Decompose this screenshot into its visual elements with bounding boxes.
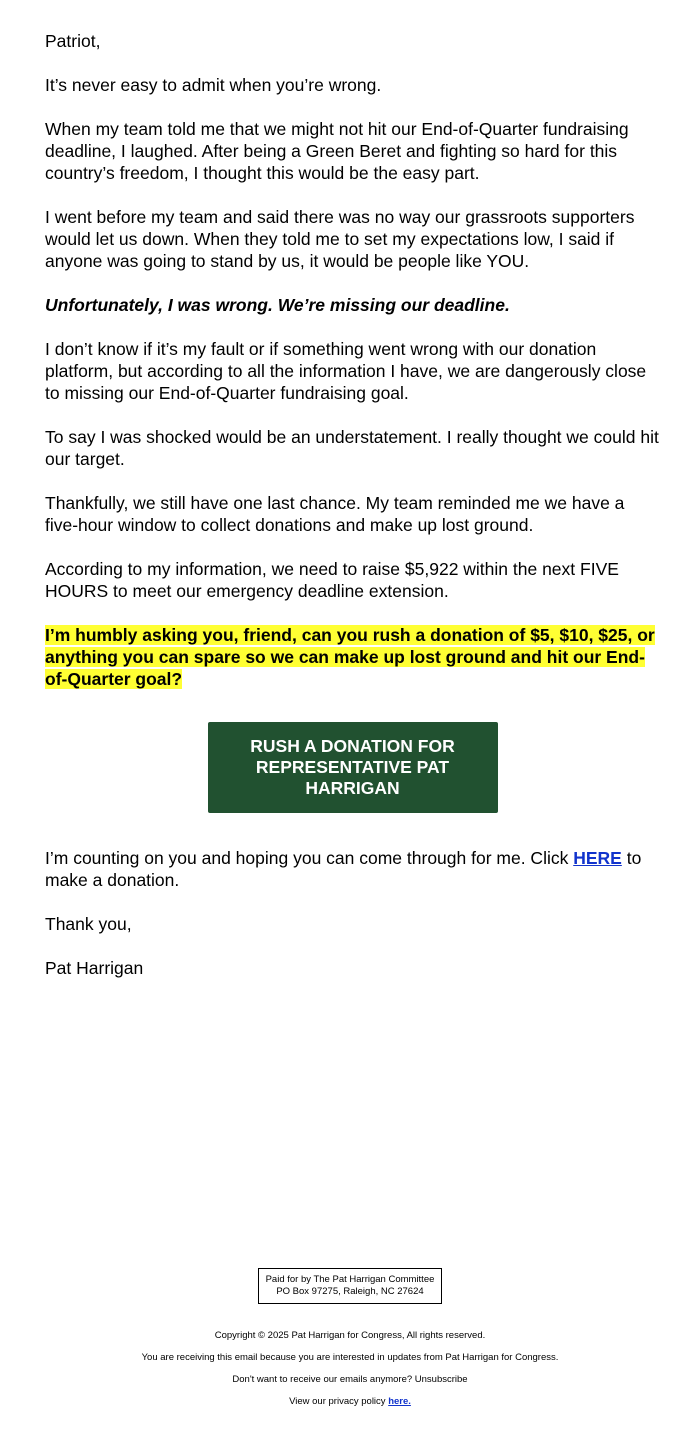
privacy-policy-link[interactable]: here. xyxy=(388,1396,411,1407)
signature: Pat Harrigan xyxy=(45,958,144,978)
subscription-reason-line: You are receiving this email because you are interested in updates from Pat Harrigan for Congress. xyxy=(141,1352,559,1363)
paragraph-5: I don’t know if it’s my fault or if something went wrong with our donation platform, but according to all the information I have, we are dangerously close to missing our End-of-Quarter fundraising goal. xyxy=(45,339,647,403)
greeting: Patriot, xyxy=(45,31,101,51)
paragraph-3: I went before my team and said there was no way our grassroots supporters would let us down. When they told me to set my expectations low, I said if anyone was going to stand by us, it would be people like YOU. xyxy=(45,207,635,271)
email-body xyxy=(45,30,660,1001)
highlighted-ask-text: I’m humbly asking you, friend, can you rush a donation of $5, $10, $25, or anything you can spare so we can make up lost ground and hit our End-of-Quarter goal? xyxy=(45,625,655,689)
paid-for-disclaimer-box xyxy=(258,1268,443,1304)
unsubscribe-line[interactable]: Don't want to receive our emails anymore? Unsubscribe xyxy=(232,1374,468,1385)
closing-text-before: I’m counting on you and hoping you can come through for me. Click xyxy=(45,848,574,868)
cta-container xyxy=(45,722,660,813)
paragraph-7: Thankfully, we still have one last chance. My team reminded me we have a five-hour window to collect donations and make up lost ground. xyxy=(45,493,625,535)
closing-text-after: to make a donation. xyxy=(45,848,642,890)
paid-for-line: Paid for by The Pat Harrigan Committee xyxy=(265,1274,435,1285)
privacy-policy-line xyxy=(0,1396,700,1408)
mailing-address-line: PO Box 97275, Raleigh, NC 27624 xyxy=(276,1286,424,1297)
emphasis-paragraph: Unfortunately, I was wrong. We’re missing our deadline. xyxy=(45,295,510,315)
paragraph-2: When my team told me that we might not hit our End-of-Quarter fundraising deadline, I laughed. After being a Green Beret and fighting so hard for this country’s freedom, I thought this would be the easy part. xyxy=(45,119,629,183)
paragraph-1: It’s never easy to admit when you’re wrong. xyxy=(45,75,382,95)
email-footer xyxy=(0,1268,700,1418)
paragraph-6: To say I was shocked would be an understatement. I really thought we could hit our target. xyxy=(45,427,659,469)
copyright-line: Copyright © 2025 Pat Harrigan for Congress, All rights reserved. xyxy=(214,1330,486,1341)
privacy-policy-text: View our privacy policy xyxy=(289,1396,389,1407)
closing-paragraph xyxy=(45,847,660,891)
here-donation-link[interactable]: HERE xyxy=(573,848,622,868)
signoff: Thank you, xyxy=(45,914,132,934)
paragraph-8: According to my information, we need to raise $5,922 within the next FIVE HOURS to meet our emergency deadline extension. xyxy=(45,559,619,601)
highlighted-ask xyxy=(45,624,660,690)
rush-donation-button[interactable]: RUSH A DONATION FOR REPRESENTATIVE PAT HARRIGAN xyxy=(208,722,498,813)
